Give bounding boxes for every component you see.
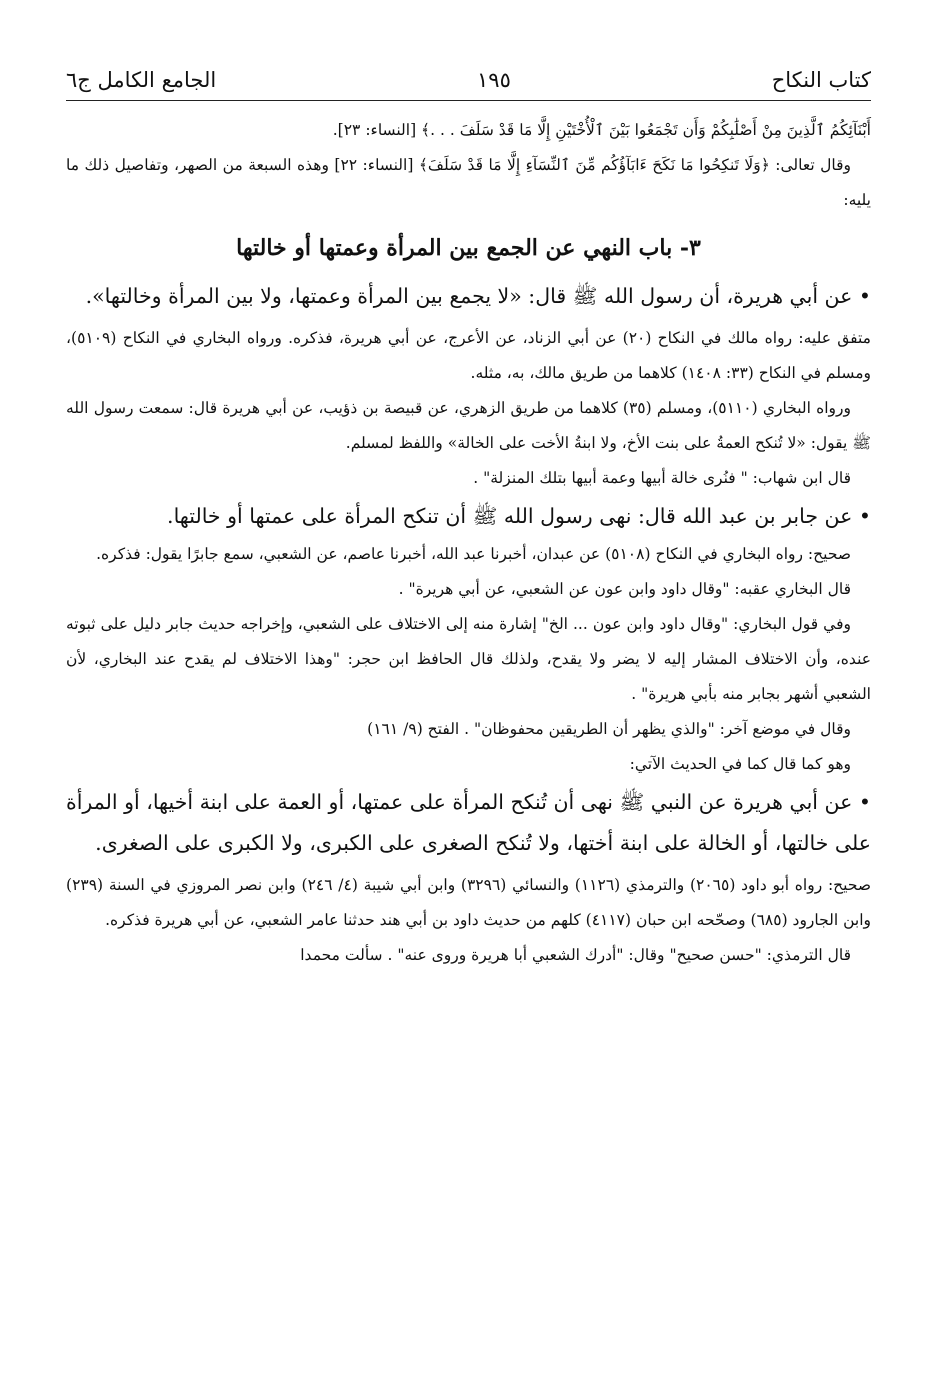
verse-paragraph: وقال تعالى: ﴿وَلَا تَنكِحُوا مَا نَكَحَ ءَابَآؤُكُم مِّنَ ٱلنِّسَآءِ إِلَّا مَا قَدْ سَلَفَ﴾ [النساء: ٢٢] وهذه السبعة من الصهر، وتفاصيل ذلك ما يليه:: [66, 156, 871, 209]
commentary-paragraph: وفي قول البخاري: "وقال داود وابن عون ... الخ" إشارة منه إلى الاختلاف على الشعبي، وإخراجه حديث جابر دليل على ثبوته عنده، وأن الاختلاف المشار إليه لا يضر ولا يقدح، ولذلك قال الحافظ ابن حجر: "وهذا الاختلاف لم يقدح عند البخاري، لأن الشعبي أشهر بجابر منه بأبي هريرة" .: [66, 615, 871, 703]
running-header: [66, 52, 871, 92]
page-number: ١٩٥: [477, 68, 511, 92]
tirmidhi-comment: قال الترمذي: "حسن صحيح" وقال: "أدرك الشعبي أبا هريرة وروى عنه" . سألت محمدا: [300, 946, 851, 964]
transition-line: وهو كما قال كما في الحديث الآتي:: [629, 755, 851, 773]
takhrij-paragraph-2: ورواه البخاري (٥١١٠)، ومسلم (٣٥) كلاهما من طريق الزهري، عن قبيصة بن ذؤيب، عن أبي هريرة قال: سمعت رسول الله ﷺ يقول: «لا تُنكح العمةُ على بنت الأخ، ولا ابنةُ الأخت على الخالة» واللفظ لمسلم.: [66, 399, 871, 452]
fath-reference: وقال في موضع آخر: "والذي يظهر أن الطريقين محفوظان" . الفتح (٩/ ١٦١): [367, 720, 851, 738]
header-rule: [66, 100, 871, 101]
bukhari-comment: قال البخاري عقبه: "وقال داود وابن عون عن الشعبي، عن أبي هريرة" .: [398, 580, 851, 598]
takhrij-paragraph-4: صحيح: رواه أبو داود (٢٠٦٥) والترمذي (١١٢٦) والنسائي (٣٢٩٦) وابن أبي شيبة (٤/ ٢٤٦) وابن نصر المروزي في السنة (٢٣٩) وابن الجارود (٦٨٥) وصحّحه ابن حبان (٤١١٧) كلهم من حديث داود بن أبي هند حدثنا عامر الشعبي، عن أبي هريرة فذكره.: [66, 876, 872, 929]
hadith-abu-hurayra-1: • عن أبي هريرة، أن رسول الله ﷺ قال: «لا يجمع بين المرأة وعمتها، ولا بين المرأة وخالتها».: [85, 284, 871, 308]
verse-continuation: أَبْنَآئِكُمُ ٱلَّذِينَ مِنْ أَصْلَٰبِكُمْ وَأَن تَجْمَعُوا بَيْنَ ٱلْأُخْتَيْنِ إِلَّا مَا قَدْ سَلَفَ . . .﴾ [النساء: ٢٣].: [332, 121, 871, 139]
hadith-jabir: • عن جابر بن عبد الله قال: نهى رسول الله ﷺ أن تنكح المرأة على عمتها أو خالتها.: [167, 504, 871, 528]
book-title: الجامع الكامل ج٦: [66, 68, 217, 92]
ibn-shihab-quote: قال ابن شهاب: " فنُرى خالة أبيها وعمة أبيها بتلك المنزلة" .: [473, 469, 851, 487]
takhrij-paragraph-1: متفق عليه: رواه مالك في النكاح (٢٠) عن أبي الزناد، عن الأعرج، عن أبي هريرة، فذكره. ورواه البخاري في النكاح (٥١٠٩)، ومسلم في النكاح (٣٣: ١٤٠٨) كلاهما من طريق مالك، به، مثله.: [66, 329, 871, 382]
chapter-title: كتاب النكاح: [771, 68, 871, 92]
takhrij-paragraph-3: صحيح: رواه البخاري في النكاح (٥١٠٨) عن عبدان، أخبرنا عبد الله، أخبرنا عاصم، عن الشعبي، سمع جابرًا يقول: فذكره.: [96, 545, 851, 563]
hadith-abu-hurayra-2: • عن أبي هريرة عن النبي ﷺ نهى أن تُنكح المرأة على عمتها، أو العمة على ابنة أخيها، أو المرأة على خالتها، أو الخالة على ابنة أختها، ولا تُنكح الصغرى على الكبرى، ولا الكبرى على الصغرى.: [66, 790, 871, 855]
section-heading: ٣- باب النهي عن الجمع بين المرأة وعمتها أو خالتها: [236, 235, 701, 261]
